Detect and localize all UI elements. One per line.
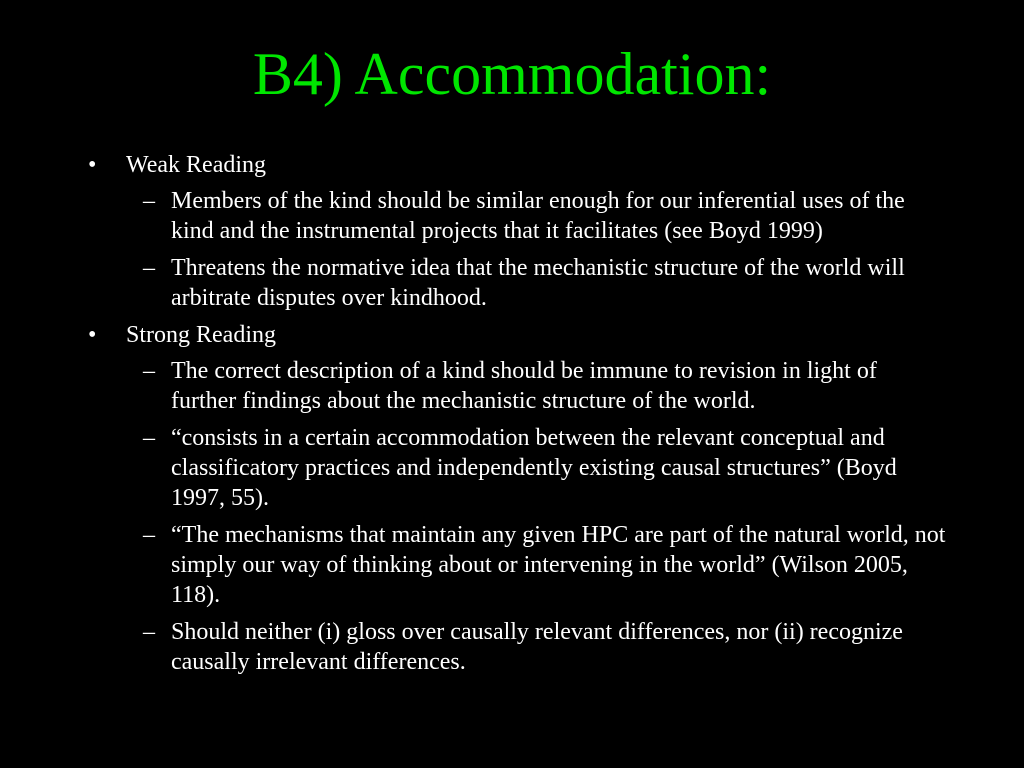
- dash-icon: –: [143, 619, 155, 645]
- sub-bullet: [133, 253, 948, 313]
- sub-bullet: [133, 520, 948, 610]
- sub-bullet: [133, 423, 948, 513]
- sub-bullet-text: “consists in a certain accommodation between the relevant conceptual and classificatory practices and independently existing causal structures” (Boyd 1997, 55).: [171, 425, 897, 511]
- sub-bullet: [133, 186, 948, 246]
- bullet-icon: •: [88, 322, 97, 348]
- dash-icon: –: [143, 188, 155, 214]
- slide-title: B4) Accommodation:: [252, 41, 772, 107]
- bullet-text: Weak Reading: [126, 152, 267, 178]
- sub-bullet-text: Should neither (i) gloss over causally relevant differences, nor (ii) recognize causally irrelevant differences.: [171, 619, 903, 675]
- dash-icon: –: [143, 358, 155, 384]
- dash-icon: –: [143, 255, 155, 281]
- bullet-weak-reading: [88, 150, 948, 180]
- slide-body: [88, 150, 948, 684]
- sub-bullet-text: “The mechanisms that maintain any given HPC are part of the natural world, not simply our way of thinking about or intervening in the world” (Wilson 2005, 118).: [171, 522, 946, 608]
- bullet-strong-reading: [88, 320, 948, 350]
- dash-icon: –: [143, 425, 155, 451]
- sub-bullet-text: Threatens the normative idea that the mechanistic structure of the world will arbitrate disputes over kindhood.: [171, 255, 905, 311]
- sub-bullet-text: Members of the kind should be similar enough for our inferential uses of the kind and the instrumental projects that it facilitates (see Boyd 1999): [171, 188, 905, 244]
- bullet-icon: •: [88, 152, 97, 178]
- sub-bullet: [133, 356, 948, 416]
- dash-icon: –: [143, 522, 155, 548]
- sub-bullet: [133, 617, 948, 677]
- bullet-text: Strong Reading: [126, 322, 276, 348]
- sub-bullet-text: The correct description of a kind should be immune to revision in light of further findings about the mechanistic structure of the world.: [171, 358, 877, 414]
